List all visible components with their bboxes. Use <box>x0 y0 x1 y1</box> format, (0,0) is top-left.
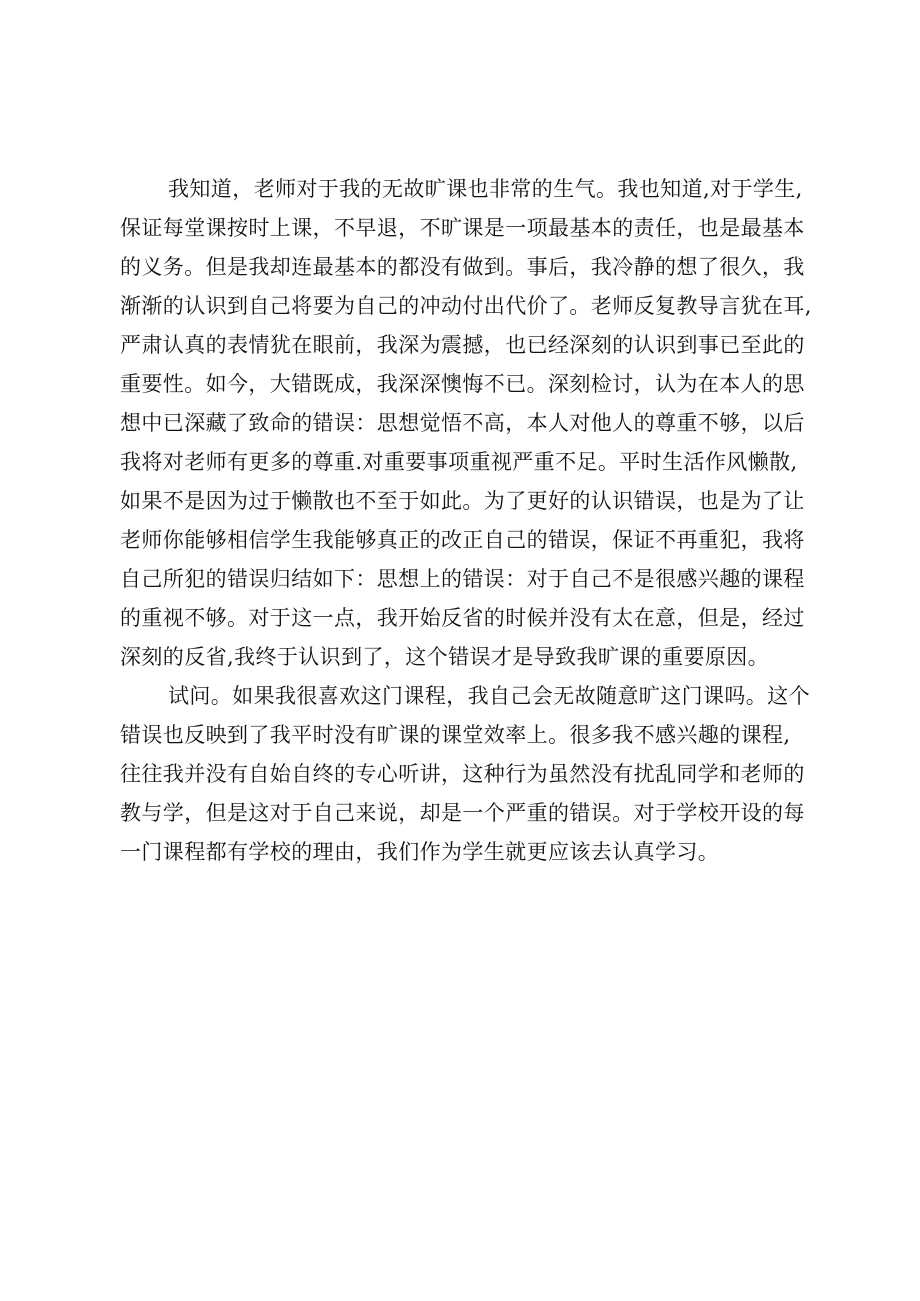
text-line: 教与学，但是这对于自己来说，却是一个严重的错误。对于学校开设的每 <box>120 801 805 825</box>
text-line: 如果不是因为过于懒散也不至于如此。为了更好的认识错误，也是为了让 <box>120 489 805 513</box>
text-line: 我将对老师有更多的尊重.对重要事项重视严重不足。平时生活作风懒散, <box>120 450 798 474</box>
text-line: 重要性。如今，大错既成，我深深懊悔不已。深刻检讨，认为在本人的思 <box>120 372 805 396</box>
text-line: 深刻的反省,我终于认识到了，这个错误才是导致我旷课的重要原因。 <box>120 645 770 669</box>
text-line: 一门课程都有学校的理由，我们作为学生就更应该去认真学习。 <box>120 840 720 864</box>
text-line: 往往我并没有自始自终的专心听讲，这种行为虽然没有扰乱同学和老师的 <box>120 762 805 786</box>
paragraph-1 <box>120 170 820 677</box>
text-line: 老师你能够相信学生我能够真正的改正自己的错误，保证不再重犯，我将 <box>120 528 805 552</box>
text-line: 的重视不够。对于这一点，我开始反省的时候并没有太在意，但是，经过 <box>120 606 805 630</box>
text-line: 试问。如果我很喜欢这门课程，我自己会无故随意旷这门课吗。这个 <box>168 684 810 708</box>
text-line: 我知道，老师对于我的无故旷课也非常的生气。我也知道,对于学生, <box>168 177 803 201</box>
paragraph-2 <box>120 677 820 872</box>
text-line: 渐渐的认识到自己将要为自己的冲动付出代价了。老师反复教导言犹在耳, <box>120 294 812 318</box>
text-line: 错误也反映到了我平时没有旷课的课堂效率上。很多我不感兴趣的课程, <box>120 723 791 747</box>
text-line: 自己所犯的错误归结如下：思想上的错误：对于自己不是很感兴趣的课程 <box>120 567 805 591</box>
document-body <box>120 170 820 872</box>
text-line: 想中已深藏了致命的错误：思想觉悟不高，本人对他人的尊重不够，以后 <box>120 411 805 435</box>
text-line: 保证每堂课按时上课，不早退，不旷课是一项最基本的责任，也是最基本 <box>120 216 805 240</box>
text-line: 的义务。但是我却连最基本的都没有做到。事后，我冷静的想了很久，我 <box>120 255 805 279</box>
text-line: 严肃认真的表情犹在眼前，我深为震撼，也已经深刻的认识到事已至此的 <box>120 333 805 357</box>
